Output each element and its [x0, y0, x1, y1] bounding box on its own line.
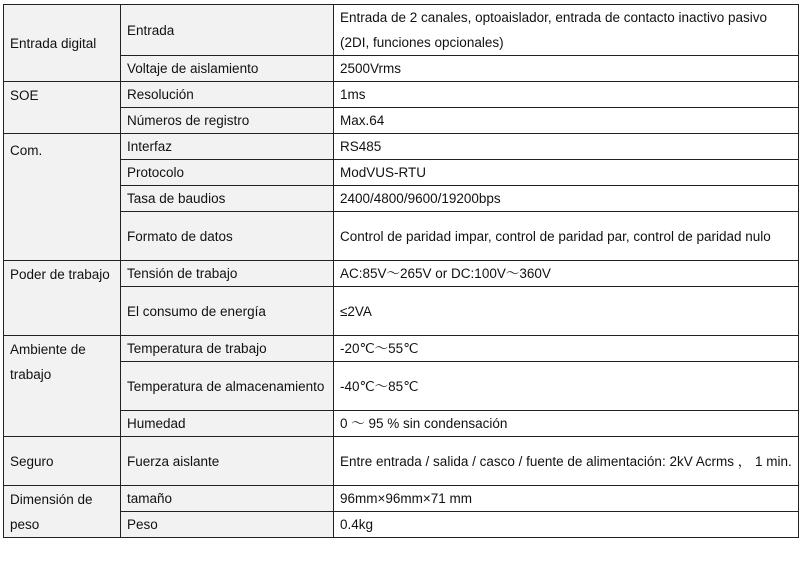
- value-cell: ModVUS-RTU: [334, 160, 799, 186]
- param-cell: Tasa de baudios: [121, 186, 334, 212]
- table-row: [4, 411, 799, 437]
- param-cell: Voltaje de aislamiento: [121, 56, 334, 82]
- param-cell: Resolución: [121, 82, 334, 108]
- value-cell: Entrada de 2 canales, optoaislador, entrada de contacto inactivo pasivo (2DI, funciones opcionales): [334, 5, 799, 56]
- value-cell: 0 ～ 95 % sin condensación: [334, 411, 799, 437]
- param-cell: Entrada: [121, 5, 334, 56]
- group-cell: Dimensión de peso: [4, 486, 121, 538]
- table-row: [4, 437, 799, 486]
- param-cell: Números de registro: [121, 108, 334, 134]
- value-cell: -40℃～85℃: [334, 362, 799, 411]
- value-cell: RS485: [334, 134, 799, 160]
- param-cell: El consumo de energía: [121, 287, 334, 336]
- param-cell: tamaño: [121, 486, 334, 512]
- table-row: [4, 261, 799, 287]
- table-row: [4, 56, 799, 82]
- param-cell: Protocolo: [121, 160, 334, 186]
- value-cell: Entre entrada / salida / casco / fuente de alimentación: 2kV Acrms ， 1 min.: [334, 437, 799, 486]
- param-cell: Humedad: [121, 411, 334, 437]
- table-row: [4, 512, 799, 538]
- group-cell: Ambiente de trabajo: [4, 336, 121, 437]
- value-cell: AC:85V～265V or DC:100V～360V: [334, 261, 799, 287]
- table-row: [4, 486, 799, 512]
- param-cell: Interfaz: [121, 134, 334, 160]
- param-cell: Tensión de trabajo: [121, 261, 334, 287]
- value-cell: Max.64: [334, 108, 799, 134]
- group-cell: [4, 134, 121, 261]
- table-row: [4, 134, 799, 160]
- param-cell: Peso: [121, 512, 334, 538]
- table-row: [4, 186, 799, 212]
- param-cell: Fuerza aislante: [121, 437, 334, 486]
- table-row: [4, 160, 799, 186]
- param-cell: Formato de datos: [121, 212, 334, 261]
- param-cell: Temperatura de almacenamiento: [121, 362, 334, 411]
- value-cell: 1ms: [334, 82, 799, 108]
- table-row: [4, 336, 799, 362]
- table-row: [4, 108, 799, 134]
- table-row: [4, 362, 799, 411]
- group-cell: Seguro: [4, 437, 121, 486]
- value-cell: ≤2VA: [334, 287, 799, 336]
- table-row: [4, 82, 799, 108]
- spec-table: [3, 4, 799, 538]
- value-cell: 96mm×96mm×71 mm: [334, 486, 799, 512]
- value-cell: Control de paridad impar, control de paridad par, control de paridad nulo: [334, 212, 799, 261]
- param-cell: Temperatura de trabajo: [121, 336, 334, 362]
- value-cell: 0.4kg: [334, 512, 799, 538]
- table-row: [4, 287, 799, 336]
- group-cell: Entrada digital: [4, 5, 121, 82]
- value-cell: -20℃～55℃: [334, 336, 799, 362]
- group-cell: Poder de trabajo: [4, 261, 121, 336]
- group-cell: SOE: [4, 82, 121, 134]
- table-row: [4, 5, 799, 56]
- value-cell: 2400/4800/9600/19200bps: [334, 186, 799, 212]
- table-row: [4, 212, 799, 261]
- group-label: Com.: [10, 143, 43, 158]
- value-cell: 2500Vrms: [334, 56, 799, 82]
